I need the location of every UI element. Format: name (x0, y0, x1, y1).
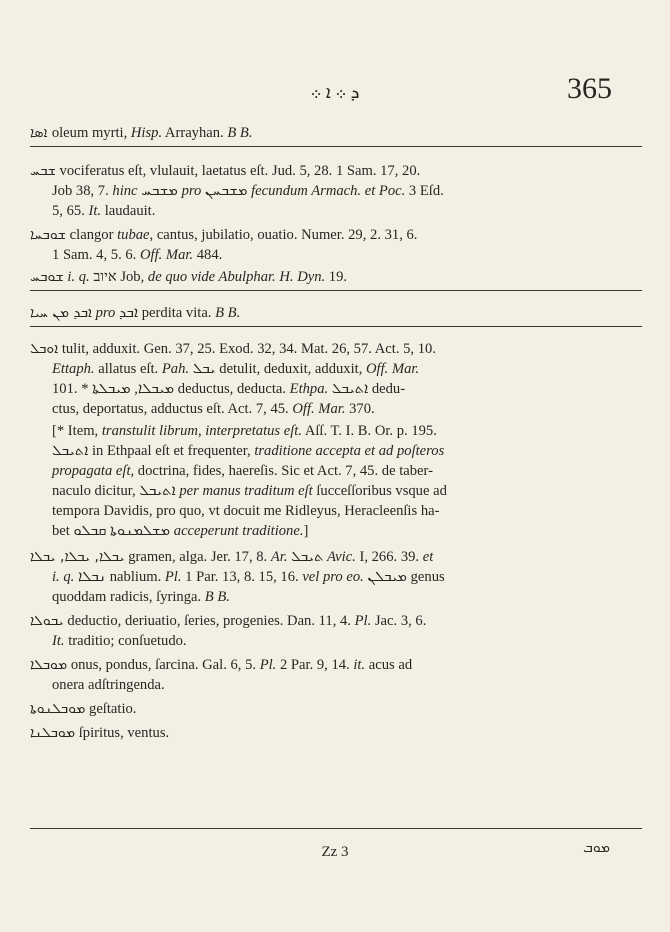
syriac-headword: ܡܘܒܠܢܘܬܐ (30, 701, 86, 717)
text-run: Job 38, 7. (52, 183, 113, 199)
text-run: Arrayhan. (162, 125, 228, 141)
entry-line (52, 400, 642, 418)
italic-text: propagata eſt, (52, 463, 135, 479)
text-run: ſucceſſoribus vsque ad (312, 483, 447, 499)
entry-line (52, 522, 642, 540)
italic-text: it. (353, 657, 366, 673)
text-run: 19. (325, 269, 348, 285)
text-run: ſpiritus, ventus. (75, 725, 170, 741)
text-run: ܡܫܒܚܢ (201, 183, 252, 199)
entry-line (52, 588, 642, 606)
italic-text: per manus traditum eſt (179, 483, 313, 499)
text-run: onera adſtringenda. (52, 677, 165, 693)
syriac-headword: ܫܒܚ (30, 163, 56, 179)
italic-text: traditione accepta et ad poſteros (254, 443, 445, 459)
italic-text: Off. Mar. (292, 401, 346, 417)
text-run: naculo dicitur, ܐܬܝܒܠ (52, 483, 180, 499)
italic-text: pro (181, 183, 202, 199)
text-run: tempora Davidis, pro quo, vt docuit me Ridleyus, Heracleenſis ha- (52, 503, 440, 519)
text-run: 101. * ܡܝܒܠܐ, ܡܝܒܠܬܐ deductus, deducta. (52, 381, 290, 397)
text-run: ] (303, 523, 309, 539)
text-run: Aſſ. T. I. B. Or. p. 195. (302, 423, 437, 439)
running-head: ܕ ܀ ܐ ܀ (310, 82, 360, 102)
rule-1 (30, 146, 642, 147)
italic-text: et (422, 549, 434, 565)
text-run: ctus, deportatus, adductus eſt. Act. 7, 45. (52, 401, 293, 417)
signature-mark: Zz 3 (321, 844, 349, 860)
italic-text: Pah. (161, 361, 190, 377)
syriac-headword: ܐܘܒܠ (30, 341, 59, 357)
entry-line (30, 612, 642, 630)
text-run: ܬܝܒܠ (287, 549, 328, 565)
text-run: laudauit. (101, 203, 156, 219)
entry-line (30, 162, 642, 180)
text-run: vociferatus eſt, vlulauit, laetatus eſt. Jud. 5, 28. 1 Sam. 17, 20. (55, 163, 421, 179)
text-run: ܐܬܝܒܠ dedu- (328, 381, 406, 397)
text-run: 3 Eſd. (405, 183, 444, 199)
italic-text: acceperunt traditione. (173, 523, 304, 539)
text-run: geſtatio. (85, 701, 137, 717)
italic-text: It. (88, 203, 102, 219)
italic-text: Ethpa. (289, 381, 329, 397)
text-run: ܐܒܕ perdita vita. (115, 305, 216, 321)
italic-text: de quo vide Abulphar. H. Dyn. (147, 269, 326, 285)
text-run: ܝܒܠ detulit, deduxit, adduxit, (189, 361, 367, 377)
italic-text: Ar. (270, 549, 288, 565)
entry-line (52, 442, 642, 460)
italic-text: Avic. (327, 549, 356, 565)
entry-line (52, 182, 642, 200)
text-run: gramen, alga. Jer. 17, 8. (124, 549, 271, 565)
text-run: ܢܒܠܐ nablium. (74, 569, 165, 585)
text-run: I, 266. 39. (355, 549, 423, 565)
entry-line (52, 568, 642, 586)
entry-line (52, 676, 642, 694)
text-run: clangor (66, 227, 118, 243)
italic-text: hinc (112, 183, 138, 199)
text-run: doctrina, fides, haereſis. Sic et Act. 7, 45. de taber- (134, 463, 433, 479)
text-run: איוב Job, (89, 269, 148, 285)
entry-line (52, 246, 642, 264)
text-run: traditio; conſuetudo. (64, 633, 187, 649)
italic-text: B B. (215, 305, 241, 321)
text-run: , cantus, jubilatio, ouatio. Numer. 29, 2. 31, 6. (149, 227, 418, 243)
italic-text: B B. (204, 589, 230, 605)
text-run: [* Item, (52, 423, 102, 439)
text-run: tulit, adduxit. Gen. 37, 25. Exod. 32, 34. Mat. 26, 57. Act. 5, 10. (58, 341, 436, 357)
syriac-headword: ܝܒܘܠܐ (30, 613, 64, 629)
entry-line (30, 724, 642, 742)
text-run: acus ad (365, 657, 413, 673)
text-run: bet ܡܫܠܡܢܘܬܐ ܩܒܠܘ (52, 523, 174, 539)
italic-text: tubae (117, 227, 150, 243)
entry-line (52, 632, 642, 650)
text-run: ܐܬܝܒܠ in Ethpaal eſt et frequenter, (52, 443, 255, 459)
text-run: quoddam radicis, ſyringa. (52, 589, 205, 605)
italic-text: B B. (227, 125, 253, 141)
entry-line (52, 462, 642, 480)
rule-2 (30, 290, 642, 291)
text-run: 1 Sam. 4, 5. 6. (52, 247, 140, 263)
entry-line (30, 124, 642, 142)
entry-line (52, 360, 642, 378)
text-run: 484. (193, 247, 223, 263)
text-run: onus, pondus, ſarcina. Gal. 6, 5. (67, 657, 260, 673)
text-run: ܡܫܒܚ (137, 183, 182, 199)
text-run: Jac. 3, 6. (371, 613, 427, 629)
syriac-headword: ܫܘܒܚ (30, 269, 64, 285)
entry-line (52, 422, 642, 440)
italic-text: Off. Mar. (366, 361, 420, 377)
text-run: 370. (345, 401, 375, 417)
italic-text: vel pro eo. (302, 569, 364, 585)
entry-line (30, 340, 642, 358)
entry-line (52, 202, 642, 220)
italic-text: transtulit librum, interpretatus eſt. (101, 423, 302, 439)
italic-text: Ettaph. (52, 361, 95, 377)
text-run: 2 Par. 9, 14. (276, 657, 354, 673)
syriac-headword: ܡܘܒܠܐ (30, 657, 68, 673)
entry-line (30, 268, 642, 286)
entry-line (52, 380, 642, 398)
entry-line (30, 548, 642, 566)
rule-bottom (30, 828, 642, 829)
syriac-headword: ܝܒܠܐ, ܝܒܠܐ, ܝܒܠܐ (30, 549, 125, 565)
italic-text: i. q. (52, 569, 75, 585)
entry-line (30, 226, 642, 244)
entry-line (30, 304, 642, 322)
text-run: ܡܝܒܠܢ genus (363, 569, 445, 585)
page-number: 365 (567, 72, 612, 105)
text-run: 5, 65. (52, 203, 89, 219)
italic-text: Pl. (164, 569, 182, 585)
italic-text: It. (52, 633, 65, 649)
italic-text: Off. Mar. (139, 247, 194, 263)
entry-line (52, 482, 642, 500)
text-run: allatus eſt. (94, 361, 162, 377)
text-run: 1 Par. 13, 8. 15, 16. (181, 569, 303, 585)
text-run: oleum myrti, (51, 125, 131, 141)
syriac-headword: ܐܣܐ (30, 125, 52, 141)
italic-text: fecundum Armach. et Poc. (251, 183, 406, 199)
italic-text: Pl. (259, 657, 277, 673)
entry-line (30, 700, 642, 718)
catchword: ܡܘܒ (583, 840, 610, 856)
rule-3 (30, 326, 642, 327)
syriac-headword: ܫܘܒܚܐ (30, 227, 67, 243)
italic-text: Pl. (354, 613, 372, 629)
italic-text: Hisp. (130, 125, 163, 141)
syriac-headword: ܐܒܕ ܡܢ ܚܝܐ (30, 305, 92, 321)
italic-text: pro (95, 305, 116, 321)
syriac-headword: ܡܘܒܠܢܐ (30, 725, 76, 741)
italic-text: i. q. (67, 269, 90, 285)
text-run: deductio, deriuatio, ſeries, progenies. Dan. 11, 4. (63, 613, 355, 629)
entry-line (30, 656, 642, 674)
entry-line (52, 502, 642, 520)
